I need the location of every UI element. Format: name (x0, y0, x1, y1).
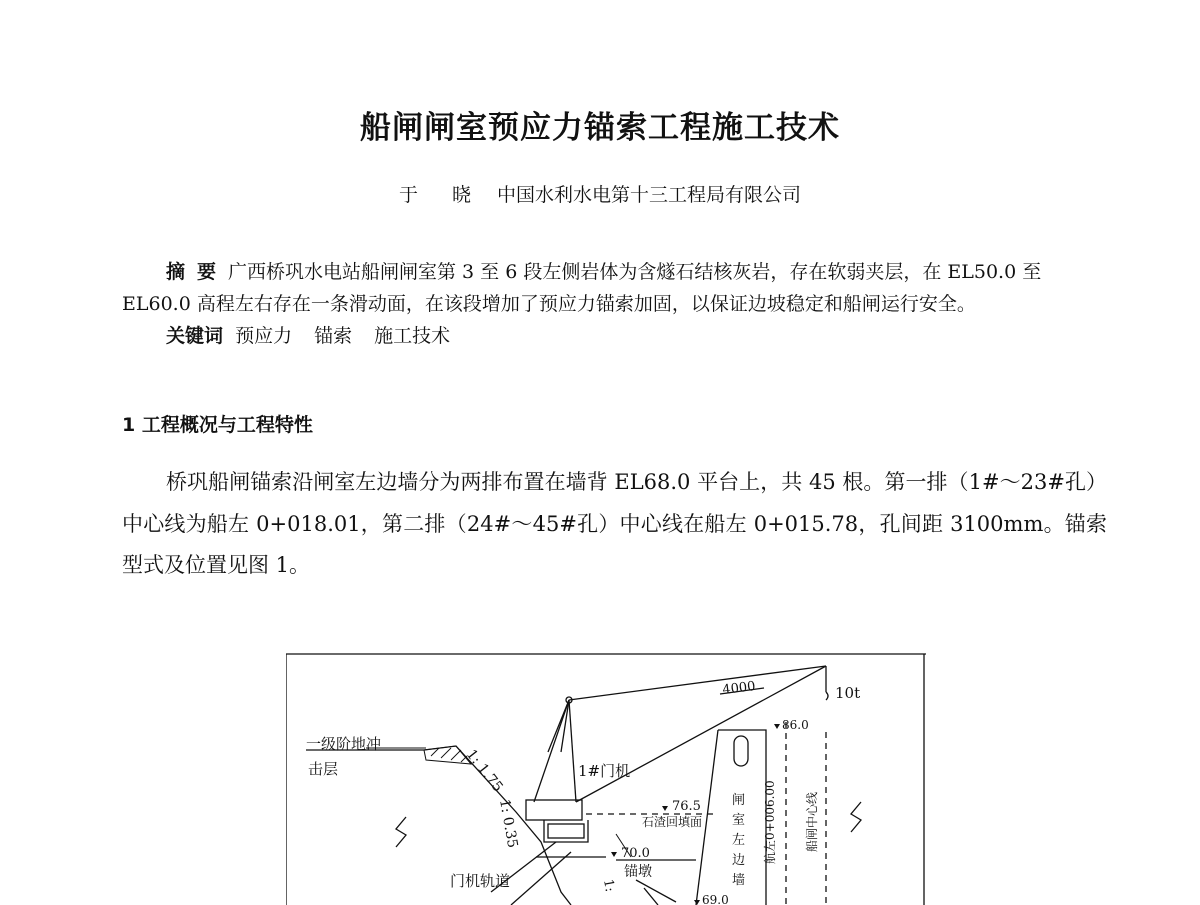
section-heading: 1 工程概况与工程特性 (122, 414, 313, 436)
el70-label: 70.0 (621, 846, 650, 861)
crane-jib-bottom (576, 666, 826, 802)
slope-profile (306, 746, 571, 905)
keyword-2: 锚索 (314, 325, 353, 347)
slope-035-label: 1: 0.35 (496, 797, 521, 850)
terrace-hatch (431, 748, 467, 762)
keywords-label: 关键词 (166, 325, 224, 347)
crane-portal (544, 820, 588, 842)
anchor-line-3 (636, 880, 676, 902)
body-paragraph: 桥巩船闸锚索沿闸室左边墙分为两排布置在墙背 EL68.0 平台上，共 45 根。第一排（1#～23#孔）中心线为船左 0+018.01，第二排（24#～45#孔）中心线在船左 0+015.78，孔间距 3100mm。锚索型式及位置见图 1。 (122, 470, 1107, 577)
wall-label-5: 墙 (732, 873, 746, 888)
break-mark-right (851, 802, 861, 832)
rail-label: 门机轨道 (450, 872, 511, 890)
figure-1 (286, 652, 926, 905)
crane-jib-top (569, 666, 826, 700)
crane-brace-1 (548, 700, 569, 752)
station-label: 航左0+006.00 (763, 780, 777, 864)
keywords-line (122, 320, 1112, 352)
wall-label-1: 闸 (732, 793, 746, 808)
wall-label-3: 左 (732, 833, 746, 848)
el86-mark (774, 724, 780, 729)
keyword-3: 施工技术 (374, 325, 451, 347)
terrace-label-1: 一级阶地冲 (306, 735, 382, 753)
author-name: 于 晓 (398, 184, 485, 206)
el86-label: 86.0 (782, 718, 809, 732)
crane-brace-2 (561, 700, 569, 752)
slope-175-label: 1: 1.75 (462, 746, 506, 796)
abstract-block (122, 256, 1112, 352)
crane-mast-right (569, 700, 576, 802)
centerline-label: 船闸中心线 (805, 791, 819, 852)
abstract-text: 广西桥巩水电站船闸闸室第 3 至 6 段左侧岩体为含燧石结核灰岩，存在软弱夹层，在 EL50.0 至 EL60.0 高程左右存在一条滑动面，在该段增加了预应力锚索加固，以保证边坡稳定和船闸运行安全。 (122, 261, 1042, 315)
break-mark-left (396, 817, 406, 847)
crane-mast-left (534, 700, 569, 802)
paper-title: 船闸闸室预应力锚索工程施工技术 (360, 110, 840, 146)
dim-4000: 4000 (721, 679, 757, 698)
anchor-line-2 (511, 852, 571, 905)
el70-mark (611, 852, 617, 857)
wall-label-2: 室 (732, 813, 746, 828)
abstract-paragraph (122, 256, 1112, 320)
crane-label: 1#门机 (578, 762, 631, 780)
backfill-label: 石渣回填面 (642, 815, 703, 829)
slope-1-label: 1: (600, 878, 618, 894)
el765-mark (662, 806, 668, 811)
author-affiliation: 中国水利水电第十三工程局有限公司 (497, 184, 802, 206)
terrace-label-2: 击层 (308, 760, 339, 778)
el69-mark (694, 900, 700, 905)
el765-label: 76.5 (672, 799, 701, 814)
wall-label-4: 边 (732, 853, 746, 868)
author-line (0, 180, 1200, 207)
anchor-pier-label: 锚墩 (624, 864, 652, 880)
keyword-1: 预应力 (235, 325, 293, 347)
load-10t: 10t (835, 684, 861, 702)
el69-label: 69.0 (702, 893, 729, 905)
figure-1-diagram (286, 652, 926, 905)
lock-wall-slot (734, 736, 748, 766)
crane-cab (526, 800, 582, 820)
crane-portal-inner (548, 824, 584, 838)
abstract-label: 摘要 (166, 261, 229, 283)
crane-hook (826, 692, 828, 700)
